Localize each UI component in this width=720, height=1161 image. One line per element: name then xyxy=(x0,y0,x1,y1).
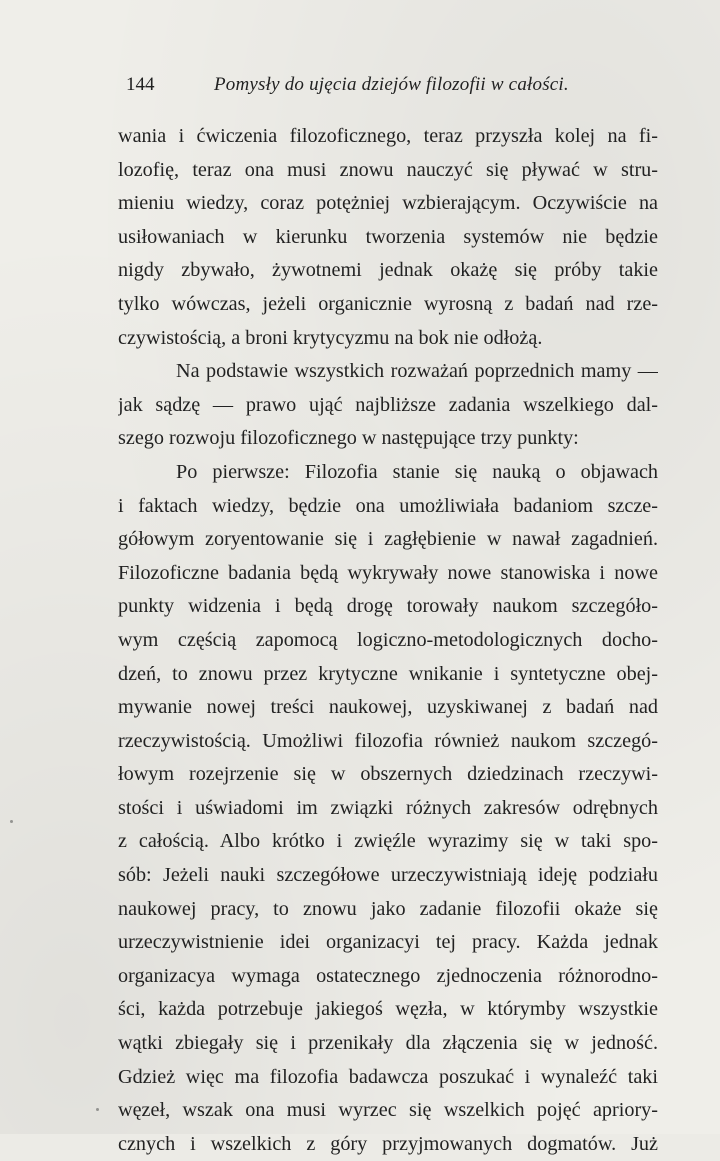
page-header xyxy=(126,74,586,102)
text-line: szego rozwoju filozoficznego w następujące trzy punkty: xyxy=(118,427,579,450)
text-line: Gdzież więc ma filozofia badawcza poszukać i wynaleźć taki xyxy=(118,1065,658,1088)
text-line: ści, każda potrzebuje jakiegoś węzła, w którymby wszystkie xyxy=(118,998,658,1021)
text-line: nigdy zbywało, żywotnemi jednak okażę się próby takie xyxy=(118,259,658,282)
body-text xyxy=(118,120,658,1161)
text-line: z całością. Albo krótko i zwięźle wyrazimy się w taki spo- xyxy=(118,830,658,853)
text-line: stości i uświadomi im związki różnych zakresów odrębnych xyxy=(118,796,658,819)
text-line: dzeń, to znowu przez krytyczne wnikanie i syntetyczne obej- xyxy=(118,662,658,685)
text-line: tylko wówczas, jeżeli organicznie wyrosną z badań nad rze- xyxy=(118,292,658,315)
running-title: Pomysły do ujęcia dziejów filozofii w całości. xyxy=(214,74,569,95)
text-line: jak sądzę — prawo ująć najbliższe zadania wszelkiego dal- xyxy=(118,393,658,416)
text-line: czywistością, a broni krytycyzmu na bok nie odłożą. xyxy=(118,326,543,349)
text-line: punkty widzenia i będą drogę torowały naukom szczegóło- xyxy=(118,595,658,618)
paragraph-start-line: Po pierwsze: Filozofia stanie się nauką o objawach xyxy=(176,460,658,483)
text-line: węzeł, wszak ona musi wyrzec się wszelkich pojęć apriory- xyxy=(118,1099,658,1122)
text-line: rzeczywistością. Umożliwi filozofia również naukom szczegó- xyxy=(118,729,658,752)
text-line: wania i ćwiczenia filozoficznego, teraz przyszła kolej na fi- xyxy=(118,125,658,147)
text-line: i faktach wiedzy, będzie ona umożliwiała badaniom szcze- xyxy=(118,494,658,517)
text-line: wym częścią zapomocą logiczno-metodologicznych docho- xyxy=(118,628,658,651)
page-number: 144 xyxy=(126,74,155,95)
text-line: mywanie nowej treści naukowej, uzyskiwanej z badań nad xyxy=(118,696,658,719)
text-line: cznych i wszelkich z góry przyjmowanych dogmatów. Już xyxy=(118,1132,658,1155)
text-line: organizacya wymaga ostatecznego zjednoczenia różnorodno- xyxy=(118,964,658,987)
text-line: mieniu wiedzy, coraz potężniej wzbierającym. Oczywiście na xyxy=(118,192,658,215)
paragraph-start-line: Na podstawie wszystkich rozważań poprzednich mamy — xyxy=(176,360,658,383)
text-line: sób: Jeżeli nauki szczegółowe urzeczywistniają ideję podziału xyxy=(118,864,658,887)
text-line: łowym rozejrzenie się w obszernych dziedzinach rzeczywi- xyxy=(118,763,658,786)
text-line: naukowej pracy, to znowu jako zadanie filozofii okaże się xyxy=(118,897,658,920)
text-line: urzeczywistnienie idei organizacyi tej pracy. Każda jednak xyxy=(118,931,658,954)
text-line: wątki zbiegały się i przenikały dla złączenia się w jedność. xyxy=(118,1032,658,1055)
text-line: lozofię, teraz ona musi znowu nauczyć się pływać w stru- xyxy=(118,158,658,181)
scan-speck xyxy=(10,820,13,823)
scan-speck xyxy=(96,1108,99,1111)
text-line: usiłowaniach w kierunku tworzenia systemów nie będzie xyxy=(118,225,658,248)
text-line: gółowym zoryentowanie się i zagłębienie w nawał zagadnień. xyxy=(118,528,658,551)
text-line: Filozoficzne badania będą wykrywały nowe stanowiska i nowe xyxy=(118,561,658,584)
